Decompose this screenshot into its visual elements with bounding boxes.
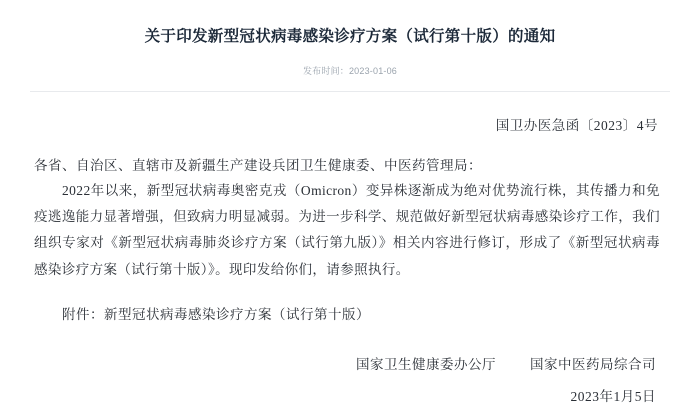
signature-agency-2: 国家中医药局综合司 [530,356,656,372]
signature-date: 2023年1月5日 [570,388,656,404]
page-title: 关于印发新型冠状病毒感染诊疗方案（试行第十版）的通知 [144,28,556,45]
signature-block [0,353,700,373]
left-margin [0,0,8,400]
signature-agency-1: 国家卫生健康委办公厅 [356,356,496,372]
body-paragraph: 2022年以来，新型冠状病毒奥密克戎（Omicron）变异株逐渐成为绝对优势流行株，其传播力和免疫逃逸能力显著增强，但致病力明显减弱。为进一步科学、规范做好新型冠状病毒感染诊疗工作，我们组织专家对《新型冠状病毒肺炎诊疗方案（试行第九版）》相关内容进行修订，形成了《新型冠状病毒感染诊疗方案（试行第十版）》。现印发给你们，请参照执行。 [34,182,660,277]
header-divider [30,91,670,92]
document-number: 国卫办医急函〔2023〕4号 [495,117,658,133]
salutation: 各省、自治区、直辖市及新疆生产建设兵团卫生健康委、中医药管理局： [34,157,482,173]
attachment-line: 附件：新型冠状病毒感染诊疗方案（试行第十版） [62,306,370,322]
right-margin [692,0,700,400]
publish-time: 发布时间：2023-01-06 [302,65,398,76]
